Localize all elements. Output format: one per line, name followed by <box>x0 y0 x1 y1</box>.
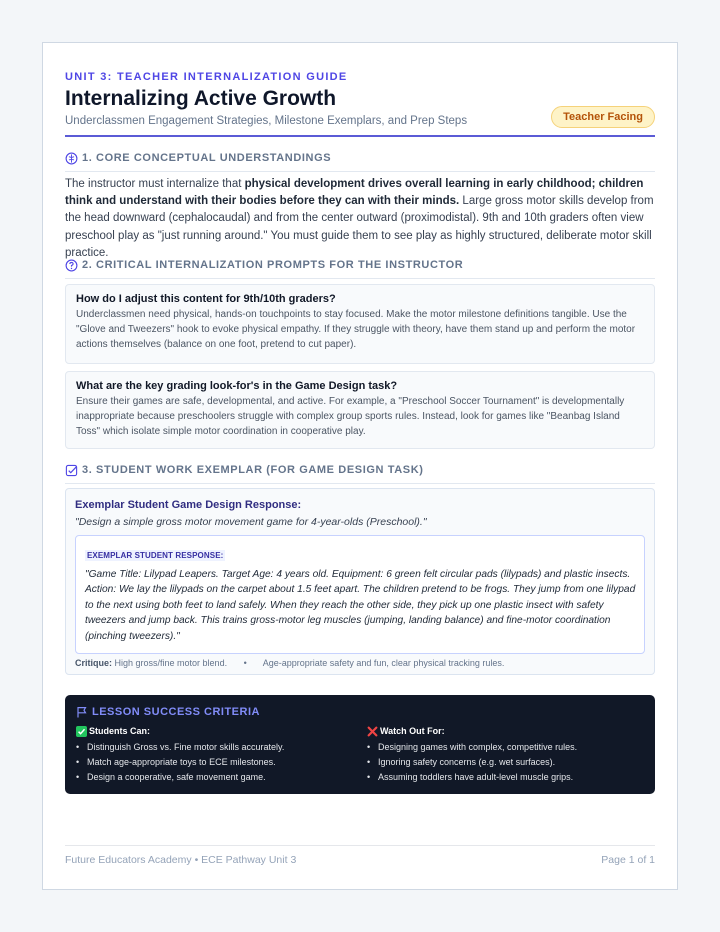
students-can-column <box>76 725 346 785</box>
exemplar-title: Exemplar Student Game Design Response: <box>75 499 302 511</box>
section-heading-prompts <box>65 259 655 279</box>
header-divider <box>65 135 655 137</box>
prompt-card-1 <box>65 284 655 364</box>
students-can-label: Students Can: <box>89 726 151 736</box>
footer-page-number: Page 1 of 1 <box>601 854 655 866</box>
list-item: • Match age-appropriate toys to ECE milestones. <box>76 755 346 770</box>
prompt-question: How do I adjust this content for 9th/10th graders? <box>76 293 336 305</box>
cross-mark-icon <box>367 726 378 737</box>
list-item: • Design a cooperative, safe movement game. <box>76 770 346 785</box>
list-item: • Ignoring safety concerns (e.g. wet surfaces). <box>367 755 637 770</box>
section-heading-text: 2. CRITICAL INTERNALIZATION PROMPTS FOR THE INSTRUCTOR <box>82 259 464 271</box>
critique-label: Critique: <box>75 658 112 668</box>
list-item: • Designing games with complex, competitive rules. <box>367 740 637 755</box>
check-mark-icon <box>76 726 87 737</box>
audience-badge: Teacher Facing <box>551 106 655 128</box>
core-lead: The instructor must internalize that <box>65 178 245 190</box>
brain-icon <box>65 152 78 165</box>
critique-point-1: High gross/fine motor blend. <box>114 658 228 668</box>
critique-separator: • <box>243 658 247 668</box>
success-criteria-panel <box>65 695 655 794</box>
page-subtitle: Underclassmen Engagement Strategies, Milestone Exemplars, and Prep Steps <box>65 115 468 127</box>
question-circle-icon <box>65 259 78 272</box>
page-title: Internalizing Active Growth <box>65 87 337 110</box>
watch-out-label: Watch Out For: <box>380 726 445 736</box>
exemplar-card <box>65 488 655 675</box>
list-item: • Distinguish Gross vs. Fine motor skills accurately. <box>76 740 346 755</box>
list-item: • Assuming toddlers have adult-level muscle grips. <box>367 770 637 785</box>
section-heading-text: 3. STUDENT WORK EXEMPLAR (FOR GAME DESIGN TASK) <box>82 464 424 476</box>
students-can-heading <box>76 725 346 737</box>
checkbox-icon <box>65 464 78 477</box>
footer-program: Future Educators Academy • ECE Pathway Unit 3 <box>65 854 297 866</box>
section-heading-exemplar <box>65 464 655 484</box>
exemplar-response-text: "Game Title: Lilypad Leapers. Target Age: 4 years old. Equipment: 6 green felt circular pads (lilypads) and plastic insects. Action: We lay the lilypads on the carpet about 1.5 feet apart. The children pretend to be frogs. They jump from one lilypad to the next using both feet to land safely. When they reach the other side, they pick up one plastic insect with safety tweezers and jump back. This trains gross-motor leg muscles (jumping, landing balance) and fine-motor coordination (pinching tweezers)." <box>85 569 636 642</box>
eyebrow-label: UNIT 3: TEACHER INTERNALIZATION GUIDE <box>65 71 348 83</box>
exemplar-response-label: EXEMPLAR STUDENT RESPONSE: <box>87 551 224 560</box>
exemplar-response-box <box>75 535 645 654</box>
critique-line <box>75 658 504 668</box>
critique-point-2: Age-appropriate safety and fun, clear physical tracking rules. <box>262 658 505 668</box>
watch-out-list <box>367 740 637 785</box>
flag-icon <box>76 706 88 718</box>
section-heading-text: 1. CORE CONCEPTUAL UNDERSTANDINGS <box>82 152 332 164</box>
core-emphasis: physical development drives overall learning in early childhood; children think and understand with their bodies before they can with their minds. <box>65 178 644 208</box>
section-heading-core <box>65 152 655 172</box>
core-rest: Large gross motor skills develop from the head downward (cephalocaudal) and from the center outward (proximodistal). 9th and 10th graders often view preschool play as "just running around." You must guide them to see play as highly structured, deliberate motor skill practice. <box>65 195 654 259</box>
prompt-card-2 <box>65 371 655 449</box>
footer-divider <box>65 845 655 846</box>
prompt-question: What are the key grading look-for's in the Game Design task? <box>76 380 398 392</box>
students-can-list <box>76 740 346 785</box>
document-page <box>42 42 678 890</box>
prompt-answer: Ensure their games are safe, developmental, and active. For example, a "Preschool Soccer Tournament" is developmentally inappropriate because preschoolers struggle with complex group sports rules. Instead, look for games like "Beanbag Island Toss" which isolate simple motor coordination in cooperative play. <box>76 396 625 438</box>
success-heading <box>76 706 260 718</box>
exemplar-prompt: "Design a simple gross motor movement game for 4-year-olds (Preschool)." <box>75 516 427 528</box>
prompt-answer: Underclassmen need physical, hands-on touchpoints to stay focused. Make the motor milestone definitions tangible. Use the "Glove and Tweezers" hook to evoke physical empathy. If they struggle with theory, have them stand up and perform the motor actions themselves (balance on one foot, pretend to cut paper). <box>76 309 636 351</box>
success-heading-text: LESSON SUCCESS CRITERIA <box>92 706 260 718</box>
watch-out-column <box>367 725 637 785</box>
watch-out-heading <box>367 725 637 737</box>
core-paragraph <box>65 176 655 262</box>
